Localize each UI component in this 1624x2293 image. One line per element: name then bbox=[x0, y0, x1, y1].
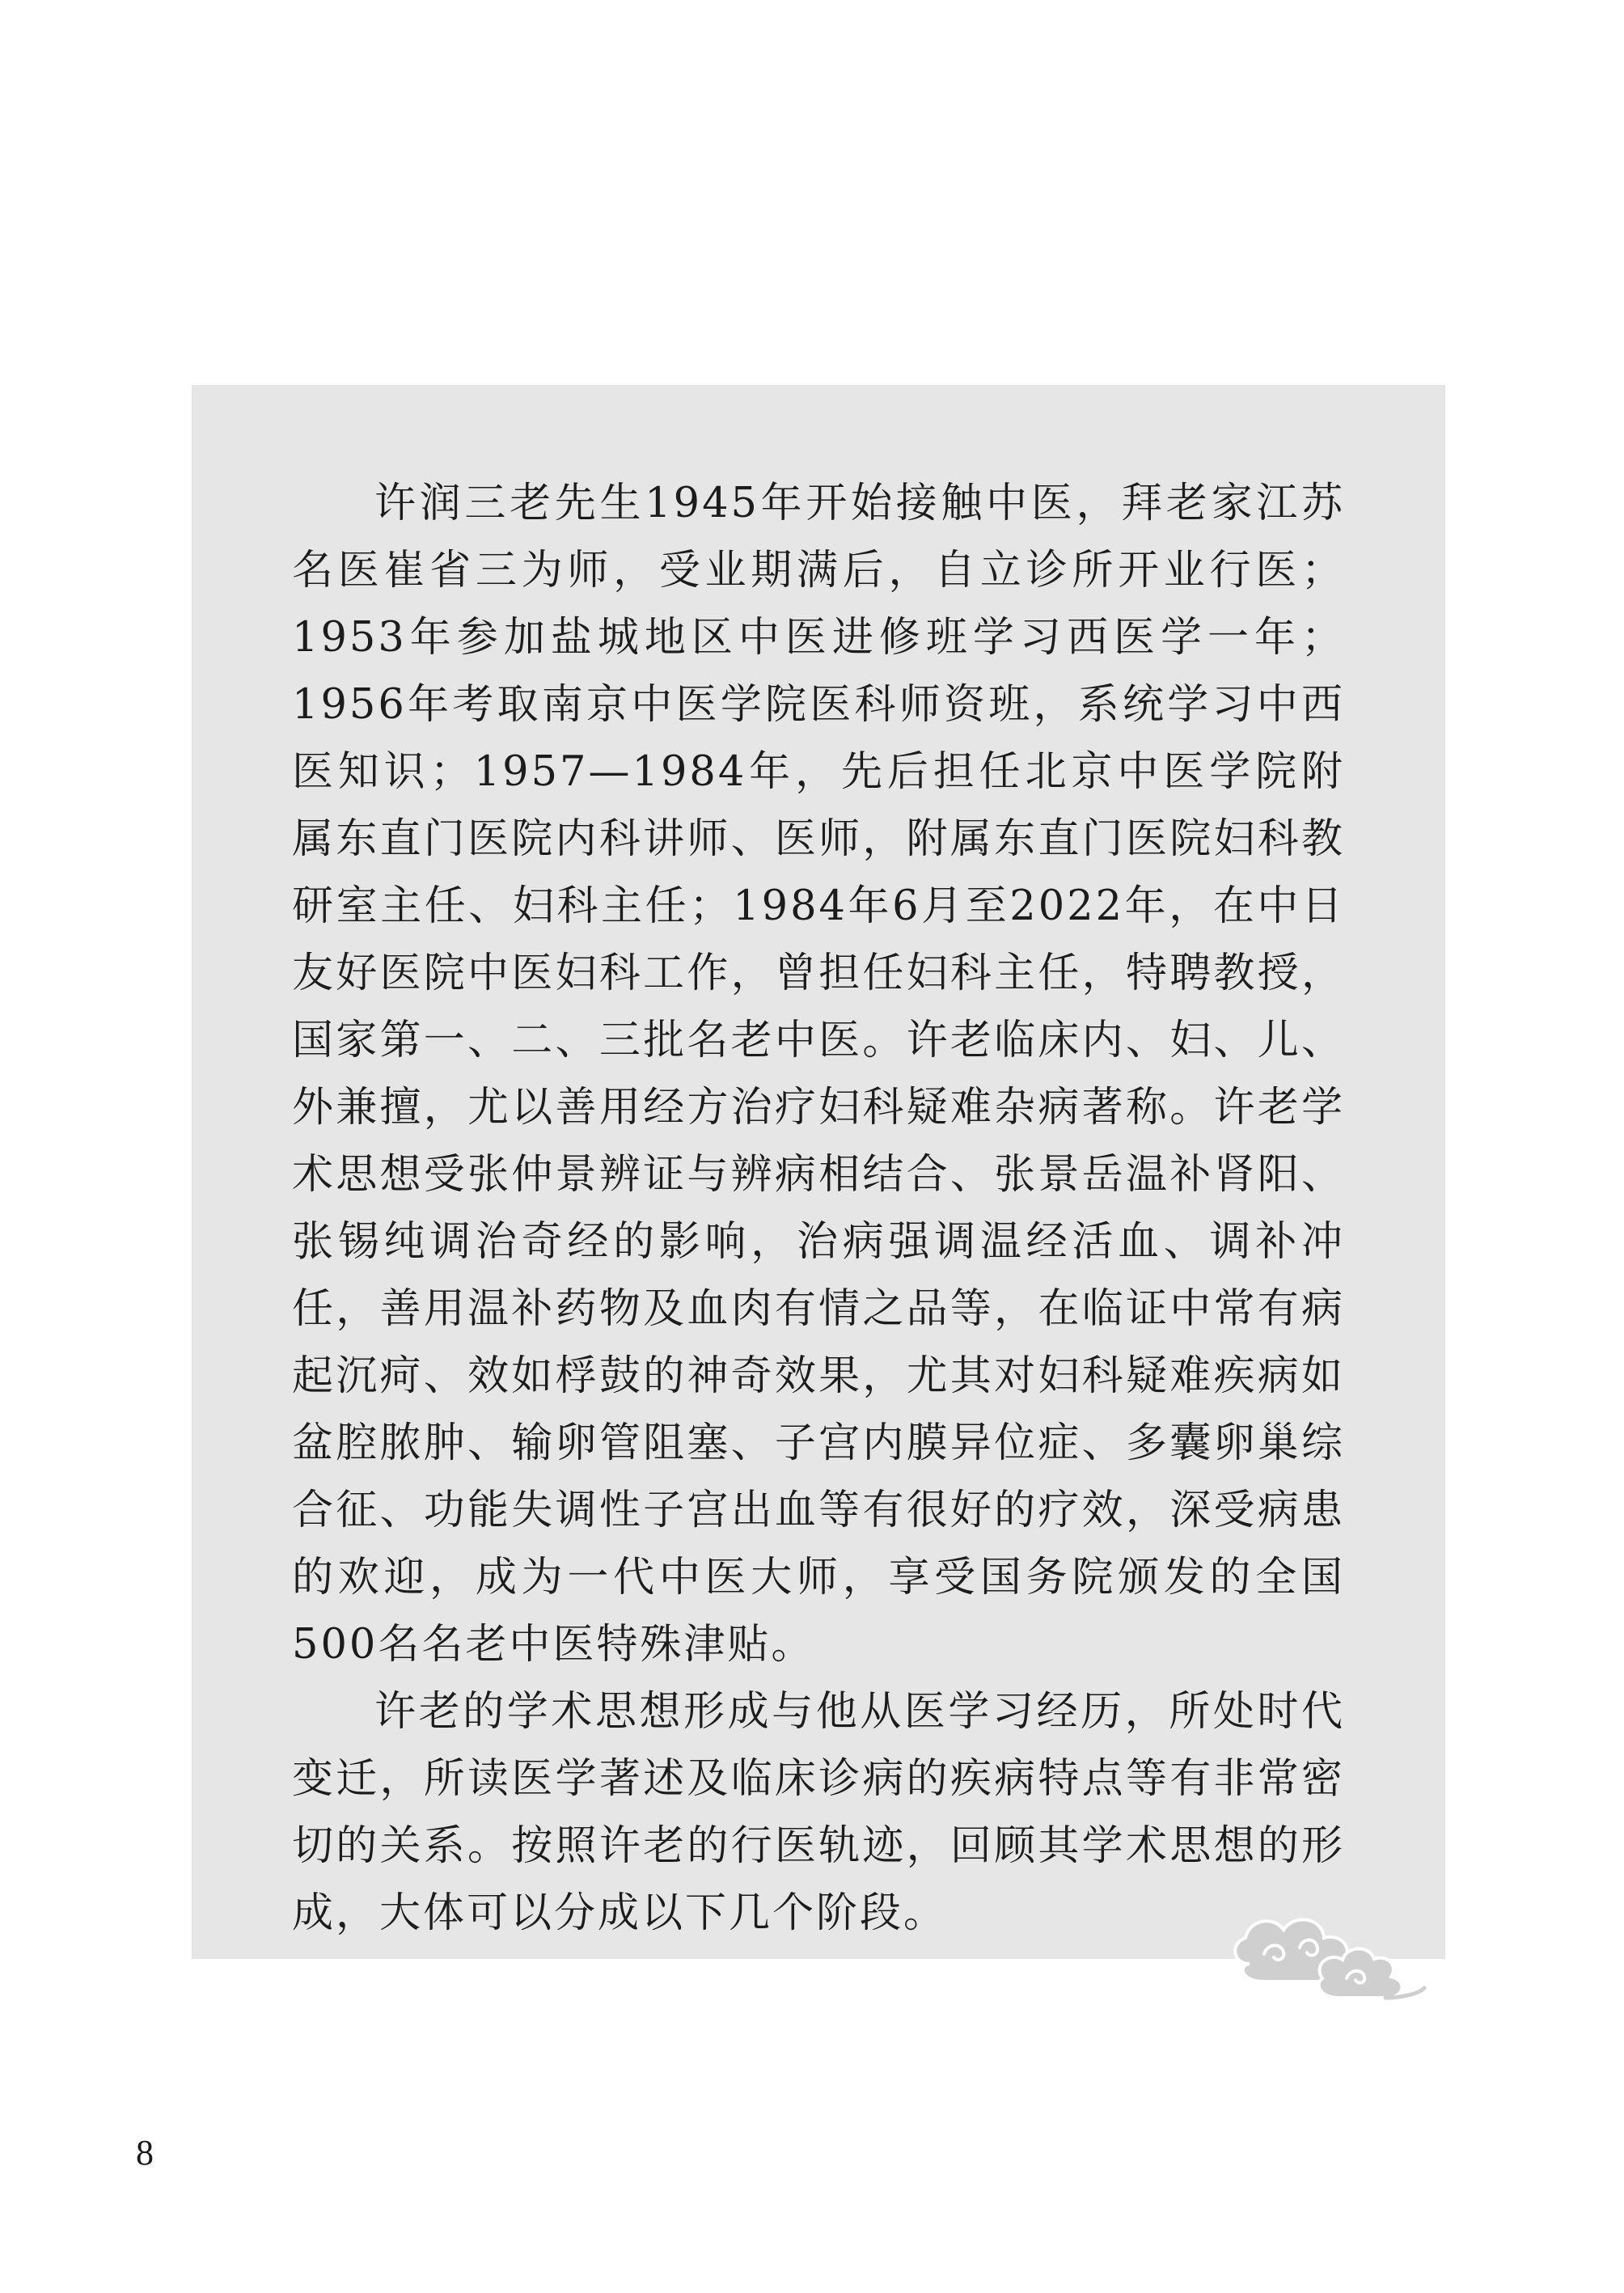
body-paragraph-2: 许老的学术思想形成与他从医学习经历，所处时代变迁，所读医学著述及临床诊病的疾病特点等有非常密切的关系。按照许老的行医轨迹，回顾其学术思想的形成，大体可以分成以下几个阶段。 bbox=[292, 1688, 1345, 1937]
body-paragraph-1: 许润三老先生1945年开始接触中医，拜老家江苏名医崔省三为师，受业期满后，自立诊所开业行医；1953年参加盐城地区中医进修班学习西医学一年；1956年考取南京中医学院医科师资班，系统学习中西医知识；1957—1984年，先后担任北京中医学院附属东直门医院内科讲师、医师，附属东直门医院妇科教研室主任、妇科主任；1984年6月至2022年，在中日友好医院中医妇科工作，曾担任妇科主任，特聘教授，国家第一、二、三批名老中医。许老临床内、妇、儿、外兼擅，尤以善用经方治疗妇科疑难杂病著称。许老学术思想受张仲景辨证与辨病相结合、张景岳温补肾阳、张锡纯调治奇经的影响，治病强调温经活血、调补冲任，善用温补药物及血肉有情之品等，在临证中常有病起沉疴、效如桴鼓的神奇效果，尤其对妇科疑难疾病如盆腔脓肿、输卵管阻塞、子宫内膜异位症、多囊卵巢综合征、功能失调性子宫出血等有很好的疗效，深受病患的欢迎，成为一代中医大师，享受国务院颁发的全国500名名老中医特殊津贴。 bbox=[292, 480, 1345, 1669]
auspicious-cloud-icon bbox=[1225, 1907, 1427, 2012]
page-number: 8 bbox=[136, 2133, 154, 2172]
text-panel bbox=[192, 385, 1445, 1959]
